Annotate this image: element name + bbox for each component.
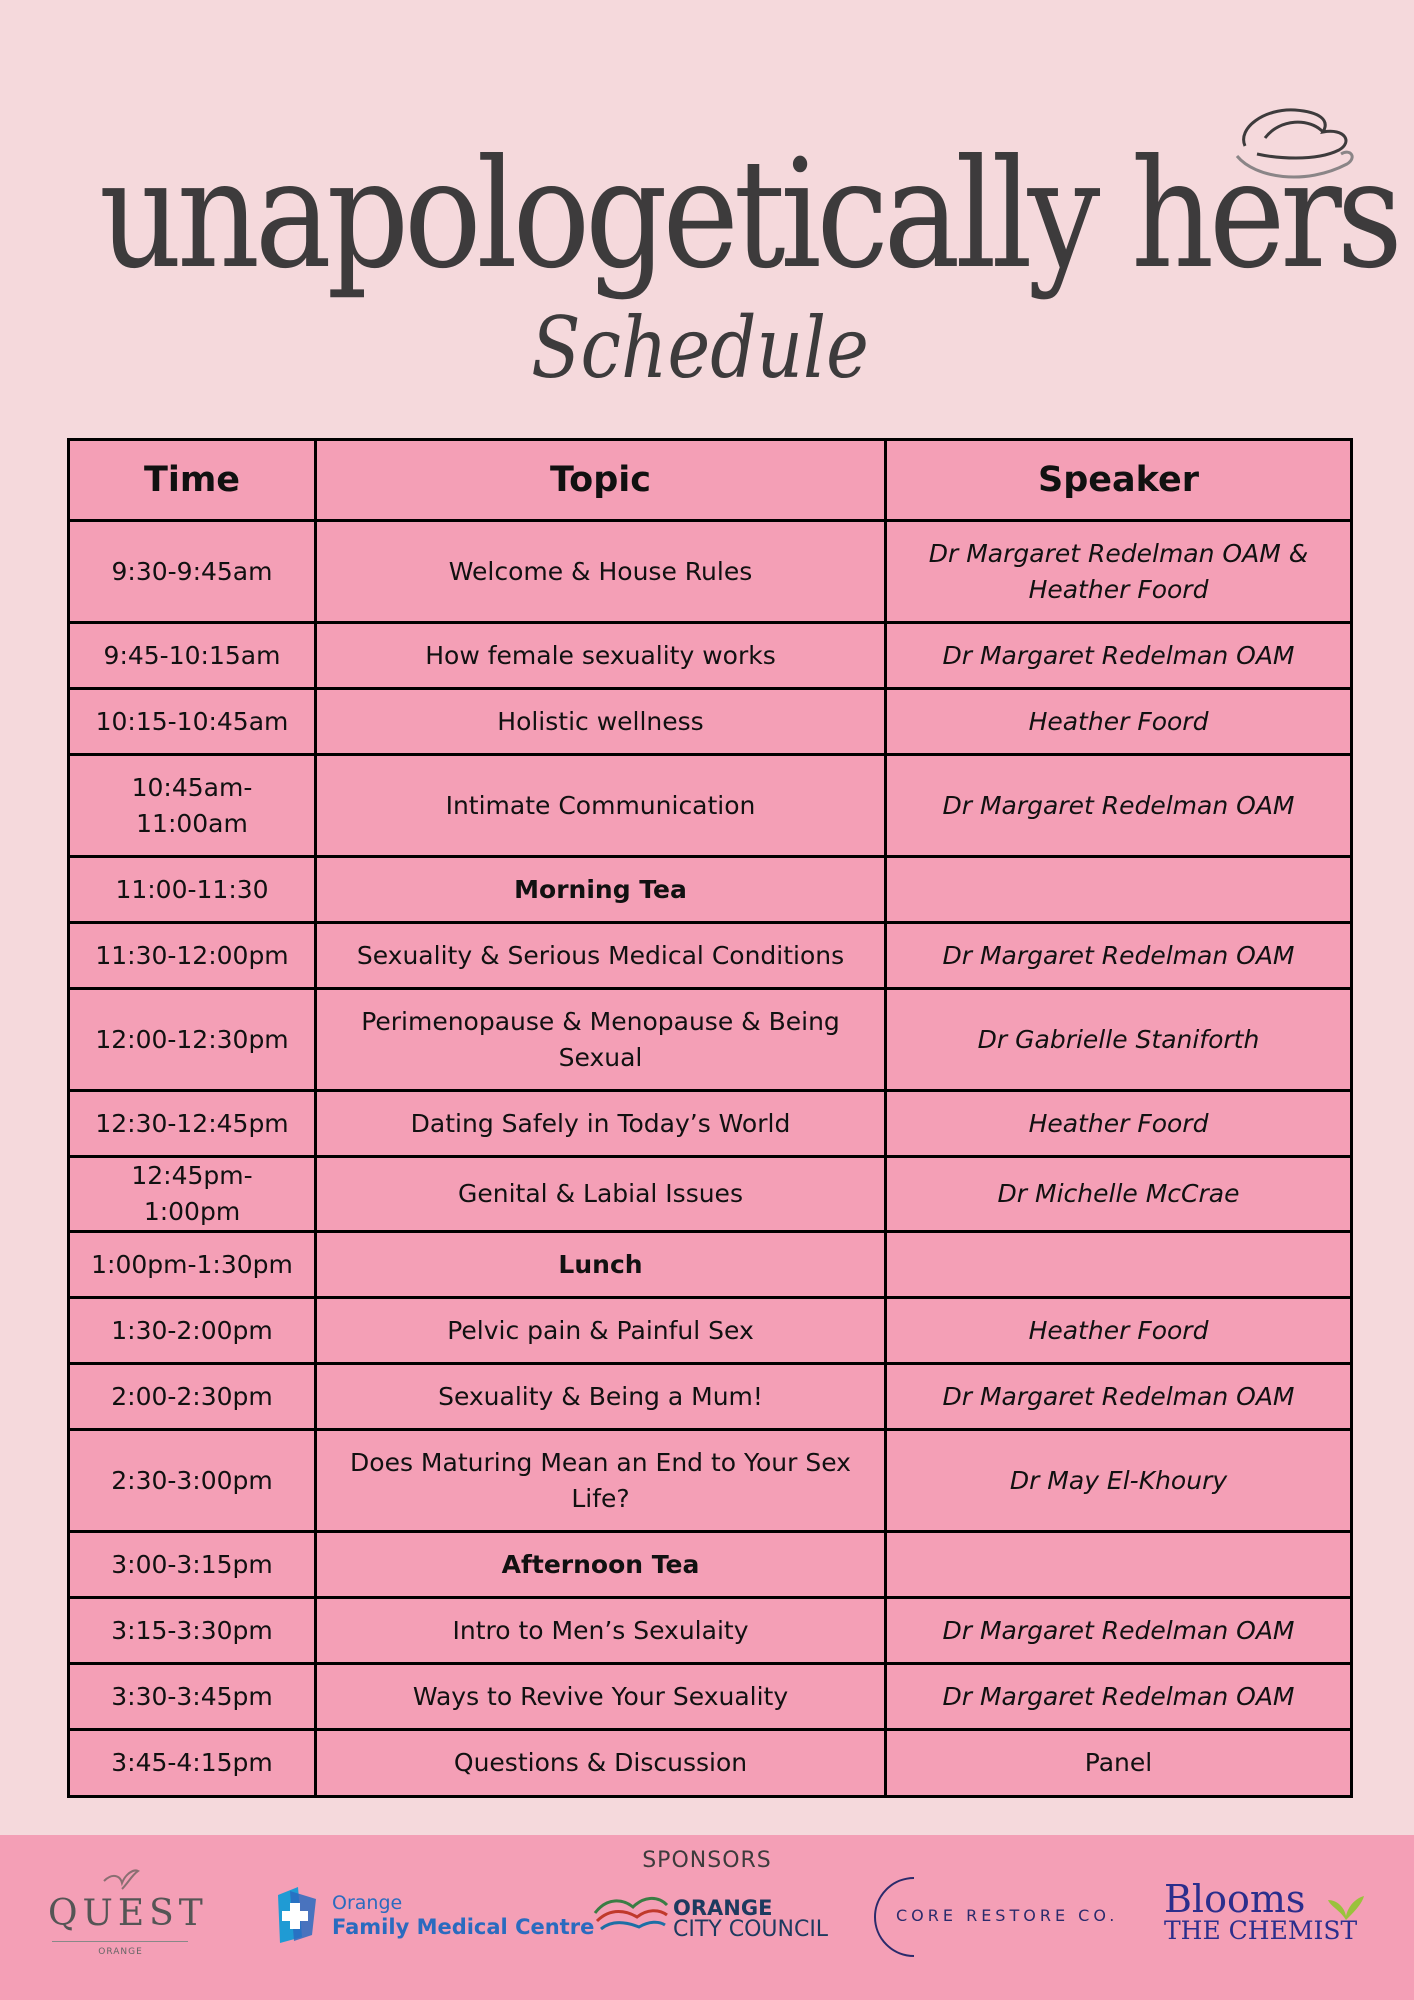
speaker-cell: Dr May El-Khoury (886, 1430, 1352, 1532)
topic-cell: Sexuality & Being a Mum! (316, 1364, 886, 1430)
break-topic-cell: Lunch (316, 1232, 886, 1298)
time-cell: 2:30-3:00pm (69, 1430, 316, 1532)
speaker-cell: Dr Margaret Redelman OAM (886, 1364, 1352, 1430)
speaker-cell: Dr Michelle McCrae (886, 1157, 1352, 1232)
table-row (69, 755, 1352, 857)
speaker-cell (886, 1532, 1352, 1598)
time-cell: 3:15-3:30pm (69, 1598, 316, 1664)
topic-cell: Welcome & House Rules (316, 521, 886, 623)
speaker-cell: Dr Gabrielle Staniforth (886, 989, 1352, 1091)
table-row (69, 1664, 1352, 1730)
table-row (69, 1232, 1352, 1298)
speaker-cell: Dr Margaret Redelman OAM (886, 1598, 1352, 1664)
core-restore-logo (874, 1876, 1119, 1958)
speaker-cell (886, 1232, 1352, 1298)
sponsors-heading: SPONSORS (642, 1848, 772, 1873)
time-cell: 10:15-10:45am (69, 689, 316, 755)
table-row (69, 1430, 1352, 1532)
speaker-cell: Heather Foord (886, 689, 1352, 755)
speaker-cell: Dr Margaret Redelman OAM (886, 923, 1352, 989)
table-row (69, 857, 1352, 923)
table-row (69, 623, 1352, 689)
break-topic-cell: Afternoon Tea (316, 1532, 886, 1598)
time-cell: 3:30-3:45pm (69, 1664, 316, 1730)
topic-cell: Genital & Labial Issues (316, 1157, 886, 1232)
topic-cell: Intimate Communication (316, 755, 886, 857)
ofmc-logo (268, 1885, 595, 1947)
cowboy-hat-icon (1235, 98, 1355, 193)
schedule-table (67, 438, 1353, 1798)
topic-cell: Does Maturing Mean an End to Your Sex Life? (316, 1430, 886, 1532)
speaker-cell: Dr Margaret Redelman OAM (886, 755, 1352, 857)
time-cell: 11:00-11:30 (69, 857, 316, 923)
speaker-cell: Dr Margaret Redelman OAM (886, 623, 1352, 689)
topic-cell: Ways to Revive Your Sexuality (316, 1664, 886, 1730)
topic-cell: Pelvic pain & Painful Sex (316, 1298, 886, 1364)
time-cell: 12:30-12:45pm (69, 1091, 316, 1157)
table-row (69, 689, 1352, 755)
topic-cell: Dating Safely in Today’s World (316, 1091, 886, 1157)
table-header-row (69, 440, 1352, 521)
topic-cell: Intro to Men’s Sexulaity (316, 1598, 886, 1664)
time-cell: 9:45-10:15am (69, 623, 316, 689)
occ-logo (593, 1885, 838, 1947)
speaker-cell: Panel (886, 1730, 1352, 1797)
occ-line1: ORANGE (673, 1896, 773, 1920)
topic-cell: Perimenopause & Menopause & Being Sexual (316, 989, 886, 1091)
blooms-name: Blooms (1164, 1877, 1306, 1921)
table-row (69, 1091, 1352, 1157)
quest-logo (48, 1865, 208, 1965)
topic-cell: Sexuality & Serious Medical Conditions (316, 923, 886, 989)
topic-cell: Holistic wellness (316, 689, 886, 755)
time-cell: 12:45pm-1:00pm (69, 1157, 316, 1232)
table-row (69, 521, 1352, 623)
speaker-cell: Heather Foord (886, 1298, 1352, 1364)
page-title: unapologetically hers (98, 128, 1398, 302)
table-row (69, 1157, 1352, 1232)
bird-icon (100, 1865, 140, 1895)
time-cell: 3:45-4:15pm (69, 1730, 316, 1797)
table-row (69, 1532, 1352, 1598)
speaker-cell: Dr Margaret Redelman OAM & Heather Foord (886, 521, 1352, 623)
blooms-logo (1164, 1878, 1369, 1953)
table-row (69, 1598, 1352, 1664)
ofmc-line1: Orange (332, 1892, 403, 1914)
column-header-topic: Topic (316, 440, 886, 521)
time-cell: 3:00-3:15pm (69, 1532, 316, 1598)
topic-cell: How female sexuality works (316, 623, 886, 689)
column-header-time: Time (69, 440, 316, 521)
time-cell: 11:30-12:00pm (69, 923, 316, 989)
time-cell: 1:30-2:00pm (69, 1298, 316, 1364)
occ-line2: CITY COUNCIL (673, 1917, 829, 1942)
time-cell: 9:30-9:45am (69, 521, 316, 623)
table-row (69, 923, 1352, 989)
page-subtitle: Schedule (531, 299, 869, 397)
quest-name: QUEST (48, 1893, 208, 1934)
time-cell: 2:00-2:30pm (69, 1364, 316, 1430)
core-restore-name: CORE RESTORE CO. (896, 1906, 1119, 1925)
break-topic-cell: Morning Tea (316, 857, 886, 923)
table-row (69, 989, 1352, 1091)
speaker-cell: Dr Margaret Redelman OAM (886, 1664, 1352, 1730)
table-row (69, 1730, 1352, 1797)
speaker-cell (886, 857, 1352, 923)
time-cell: 12:00-12:30pm (69, 989, 316, 1091)
table-row (69, 1364, 1352, 1430)
column-header-speaker: Speaker (886, 440, 1352, 521)
quest-divider (52, 1941, 188, 1942)
time-cell: 1:00pm-1:30pm (69, 1232, 316, 1298)
blooms-tagline: THE CHEMIST (1164, 1916, 1358, 1945)
quest-location: ORANGE (98, 1947, 143, 1957)
table-row (69, 1298, 1352, 1364)
speaker-cell: Heather Foord (886, 1091, 1352, 1157)
medical-cross-icon (268, 1885, 324, 1945)
hills-icon (593, 1891, 669, 1941)
time-cell: 10:45am-11:00am (69, 755, 316, 857)
ofmc-line2: Family Medical Centre (332, 1915, 595, 1939)
topic-cell: Questions & Discussion (316, 1730, 886, 1797)
